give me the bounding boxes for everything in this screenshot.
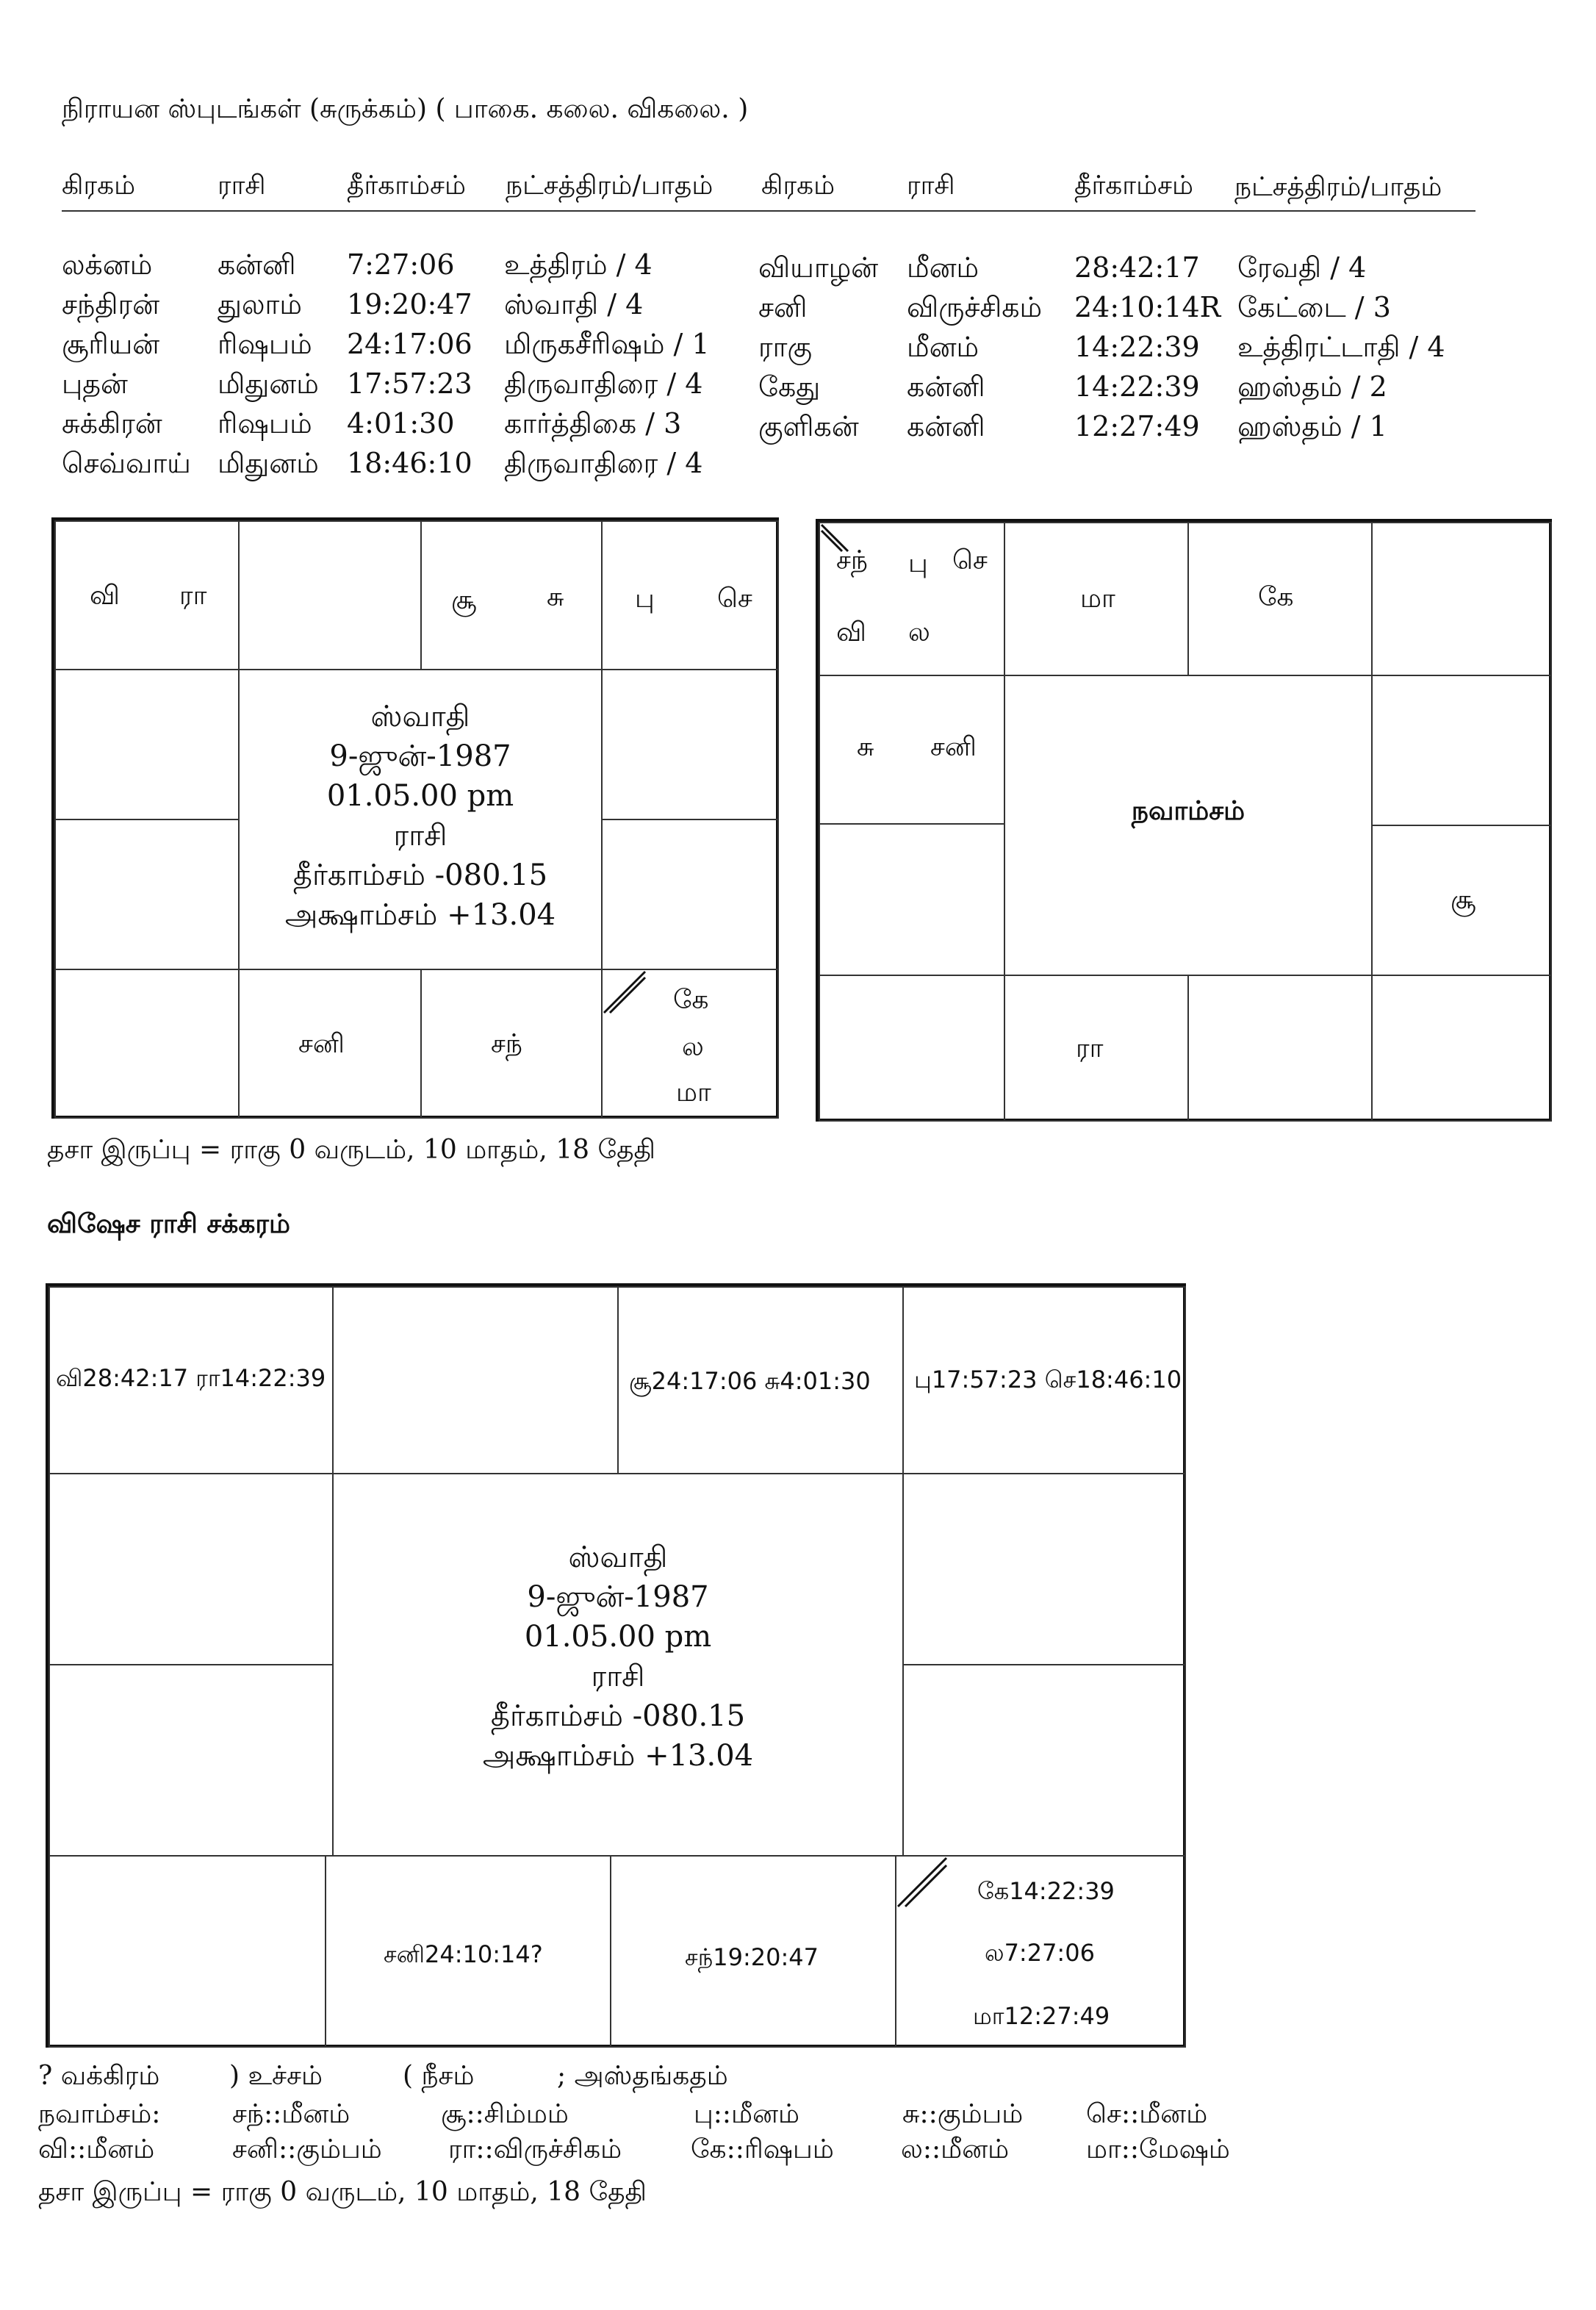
right-row-2-longitude: 14:22:39 [1074,331,1200,363]
rasi-center-info [240,697,601,935]
navamsa-planet-ke: கே [1258,582,1294,612]
legend-exalt: ) உச்சம் [229,2061,323,2091]
left-row-0-nakshatra: உத்திரம் / 4 [504,248,653,281]
rasi-planet-ma: மா [676,1077,711,1108]
right-row-3-nakshatra: ஹஸ்தம் / 2 [1237,370,1387,403]
right-row-1-rasi: விருச்சிகம் [907,291,1043,323]
legend-retro: ? வக்கிரம் [38,2061,160,2091]
special-cell-top1 [48,1286,334,1474]
special-ke: கே14:22:39 [977,1877,1115,1905]
rasi-cell-bot4 [601,969,779,1119]
special-center-date: 9-ஜுன்-1987 [527,1580,709,1614]
special-center-label: ராசி [591,1660,645,1693]
left-row-0-longitude: 7:27:06 [347,248,455,281]
rasi-planet-san: சந் [491,1029,523,1059]
rasi-planet-su: சூ [451,585,477,615]
special-rasi-chart [46,1283,1186,2048]
left-row-3-longitude: 17:57:23 [347,367,472,400]
navamsa-planet-sani: சனி [930,732,977,762]
special-center-latitude: அக்ஷாம்சம் +13.04 [482,1739,754,1773]
navamsa-cell-right1 [1371,675,1552,826]
navamsa-planet-suriyan: சூ [1451,885,1476,915]
legend-nav-sani: சனி::கும்பம் [232,2134,382,2164]
rasi-planet-la: ல [682,1032,704,1062]
special-su-suk: சூ24:17:06 சு4:01:30 [629,1367,871,1395]
navamsa-planet-vi: வி [836,617,866,648]
left-row-2-rasi: ரிஷபம் [218,328,312,360]
special-sani: சனி24:10:14? [384,1940,543,1968]
legend-nav-suk: சு::கும்பம் [902,2099,1024,2129]
navamsa-cell-left2 [819,823,1005,976]
navamsa-cell-bot4 [1371,975,1552,1122]
navamsa-cell-top4 [1371,522,1552,676]
special-cell-bot1 [48,1855,326,2048]
header-nakshatra: நட்சத்திரம்/பாதம் [506,171,713,201]
rasi-cell-bot1 [54,969,240,1119]
special-la: ல7:27:06 [985,1939,1095,1967]
navamsa-planet-se: செ [952,545,988,575]
navamsa-cell-bot1 [819,975,1005,1122]
special-pu-se: பு17:57:23 செ18:46:10 [914,1366,1182,1393]
special-cell-left2 [48,1664,334,1857]
legend-nav-pu: பு::மீனம் [694,2099,799,2129]
navamsa-planet-ra: ரா [1076,1033,1104,1063]
legend-debil: ( நீசம் [403,2061,475,2091]
rasi-planet-pu: பு [635,584,655,614]
left-row-5-rasi: மிதுனம் [218,447,319,479]
rasi-cell-right1 [601,669,779,820]
left-row-2-planet: சூரியன் [62,328,160,360]
left-row-4-longitude: 4:01:30 [347,407,455,440]
right-row-2-rasi: மீனம் [907,331,979,363]
rasi-planet-vi: வி [90,581,120,611]
right-row-4-longitude: 12:27:49 [1074,410,1200,442]
left-row-2-longitude: 24:17:06 [347,328,472,360]
rasi-center-latitude: அக்ஷாம்சம் +13.04 [284,898,556,932]
navamsa-chart [816,519,1552,1122]
navamsa-cell-left1 [819,675,1005,825]
right-row-2-nakshatra: உத்திரட்டாதி / 4 [1237,331,1445,363]
special-cell-bot3 [610,1855,896,2048]
left-row-5-nakshatra: திருவாதிரை / 4 [504,447,703,479]
navamsa-cell-top1 [819,522,1005,676]
navamsa-cell-top3 [1187,522,1373,676]
left-row-5-planet: செவ்வாய் [62,447,191,479]
left-row-1-nakshatra: ஸ்வாதி / 4 [504,288,644,320]
special-cell-right2 [902,1664,1186,1857]
rasi-planet-suk: சு [547,582,564,612]
left-row-4-nakshatra: கார்த்திகை / 3 [504,407,682,440]
rasi-center-longitude: தீர்காம்சம் -080.15 [292,858,548,892]
header-graham: கிரகம் [62,171,136,201]
right-row-4-rasi: கன்னி [907,410,985,442]
left-row-1-rasi: துலாம் [218,288,302,320]
lagna-mark-icon [603,970,647,1014]
left-row-3-planet: புதன் [62,367,128,400]
left-row-5-longitude: 18:46:10 [347,447,472,479]
right-row-3-longitude: 14:22:39 [1074,370,1200,403]
right-row-4-nakshatra: ஹஸ்தம் / 1 [1237,410,1387,442]
rasi-cell-top4 [601,520,779,670]
rasi-cell-top1 [54,520,240,670]
special-cell-bot4 [895,1855,1186,2048]
left-row-4-rasi: ரிஷபம் [218,407,312,440]
special-chart-title: விஷேச ராசி சக்கரம் [47,1208,290,1239]
special-cell-bot2 [325,1855,611,2048]
navamsa-planet-san: சந் [836,545,869,575]
header-rasi: ராசி [218,171,266,201]
legend-navamsa-label: நவாம்சம்: [38,2099,161,2129]
rasi-cell-bot2 [238,969,422,1119]
right-row-0-planet: வியாழன் [758,251,879,284]
rasi-cell-top3 [420,520,603,670]
legend-nav-la: ல::மீனம் [901,2134,1010,2164]
right-row-0-nakshatra: ரேவதி / 4 [1237,251,1367,284]
legend-nav-su: சூ::சிம்மம் [441,2099,569,2129]
rasi-cell-left1 [54,669,240,820]
lagna-mark-icon [896,1857,948,1908]
legend-nav-vi: வி::மீனம் [38,2134,155,2164]
navamsa-cell-right2 [1371,825,1552,976]
rasi-center-date: 9-ஜுன்-1987 [329,739,511,773]
navamsa-planet-ma: மா [1080,584,1115,614]
legend-nav-ra: ரா::விருச்சிகம் [448,2134,622,2164]
right-row-3-rasi: கன்னி [907,370,985,403]
header-longitude-2: தீர்காம்சம் [1074,171,1193,201]
special-cell-right1 [902,1473,1186,1665]
legend-combust: ; அஸ்தங்கதம் [557,2061,728,2091]
rasi-cell-bot3 [420,969,603,1119]
rasi-center-label: ராசி [393,819,447,853]
navamsa-planet-su: சு [857,732,874,762]
header-rule [62,210,1475,212]
navamsa-cell-bot3 [1187,975,1373,1122]
rasi-center-nakshatra: ஸ்வாதி [370,700,470,733]
left-row-4-planet: சுக்கிரன் [62,407,162,440]
legend-nav-san: சந்::மீனம் [232,2099,351,2129]
left-row-0-planet: லக்னம் [62,248,153,281]
left-row-1-planet: சந்திரன் [62,288,160,320]
right-row-1-planet: சனி [758,291,808,323]
left-row-2-nakshatra: மிருகசீரிஷம் / 1 [504,328,710,360]
navamsa-planet-pu: பு [908,548,928,578]
rasi-planet-ra: ரா [179,581,207,611]
rasi-center-time: 01.05.00 pm [326,779,514,813]
legend-nav-se: செ::மீனம் [1086,2099,1208,2129]
special-center-longitude: தீர்காம்சம் -080.15 [490,1699,746,1733]
rasi-cell-right2 [601,819,779,970]
header-longitude: தீர்காம்சம் [347,171,466,201]
special-cell-top4 [902,1286,1186,1474]
dasa-balance-line: தசா இருப்பு = ராகு 0 வருடம், 10 மாதம், 18 தேதி [47,1135,656,1165]
navamsa-cell-top2 [1004,522,1189,676]
rasi-planet-se: செ [717,584,752,614]
special-cell-top3 [617,1286,904,1474]
dasa-balance-line-2: தசா இருப்பு = ராகு 0 வருடம், 10 மாதம், 18 தேதி [38,2177,647,2207]
rasi-cell-top2 [238,520,422,670]
navamsa-cell-bot2 [1004,975,1189,1122]
special-center-nakshatra: ஸ்வாதி [568,1540,668,1574]
special-center-time: 01.05.00 pm [524,1620,712,1654]
header-nakshatra-2: நட்சத்திரம்/பாதம் [1234,172,1442,202]
page-title: நிராயன ஸ்புடங்கள் (சுருக்கம்) ( பாகை. கலை. விகலை. ) [62,94,749,124]
special-san: சந்19:20:47 [685,1943,819,1971]
left-row-0-rasi: கன்னி [218,248,296,281]
right-row-3-planet: கேது [758,370,821,403]
legend-nav-ma: மா::மேஷம் [1086,2134,1230,2164]
navamsa-planet-la: ல [908,617,930,648]
rasi-cell-left2 [54,819,240,970]
special-cell-top2 [332,1286,619,1474]
right-row-0-rasi: மீனம் [907,251,979,284]
rasi-planet-sani: சனி [298,1029,345,1059]
navamsa-center-label: நவாம்சம் [1131,795,1245,826]
right-row-2-planet: ராகு [758,331,813,363]
left-row-1-longitude: 19:20:47 [347,288,472,320]
special-cell-left1 [48,1473,334,1665]
left-row-3-nakshatra: திருவாதிரை / 4 [504,367,703,400]
left-row-3-rasi: மிதுனம் [218,367,319,400]
special-center-info [334,1538,902,1776]
header-rasi-2: ராசி [907,171,955,201]
rasi-chart [51,517,779,1119]
right-row-1-longitude: 24:10:14R [1074,291,1221,323]
legend-nav-ke: கே::ரிஷபம் [691,2134,834,2164]
rasi-planet-ke: கே [673,985,709,1015]
right-row-1-nakshatra: கேட்டை / 3 [1237,291,1391,323]
header-graham-2: கிரகம் [761,171,835,201]
right-row-0-longitude: 28:42:17 [1074,251,1200,284]
special-vi-ra: வி28:42:17 ரா14:22:39 [56,1364,326,1392]
special-ma: மா12:27:49 [973,2002,1110,2030]
right-row-4-planet: குளிகன் [758,410,859,442]
